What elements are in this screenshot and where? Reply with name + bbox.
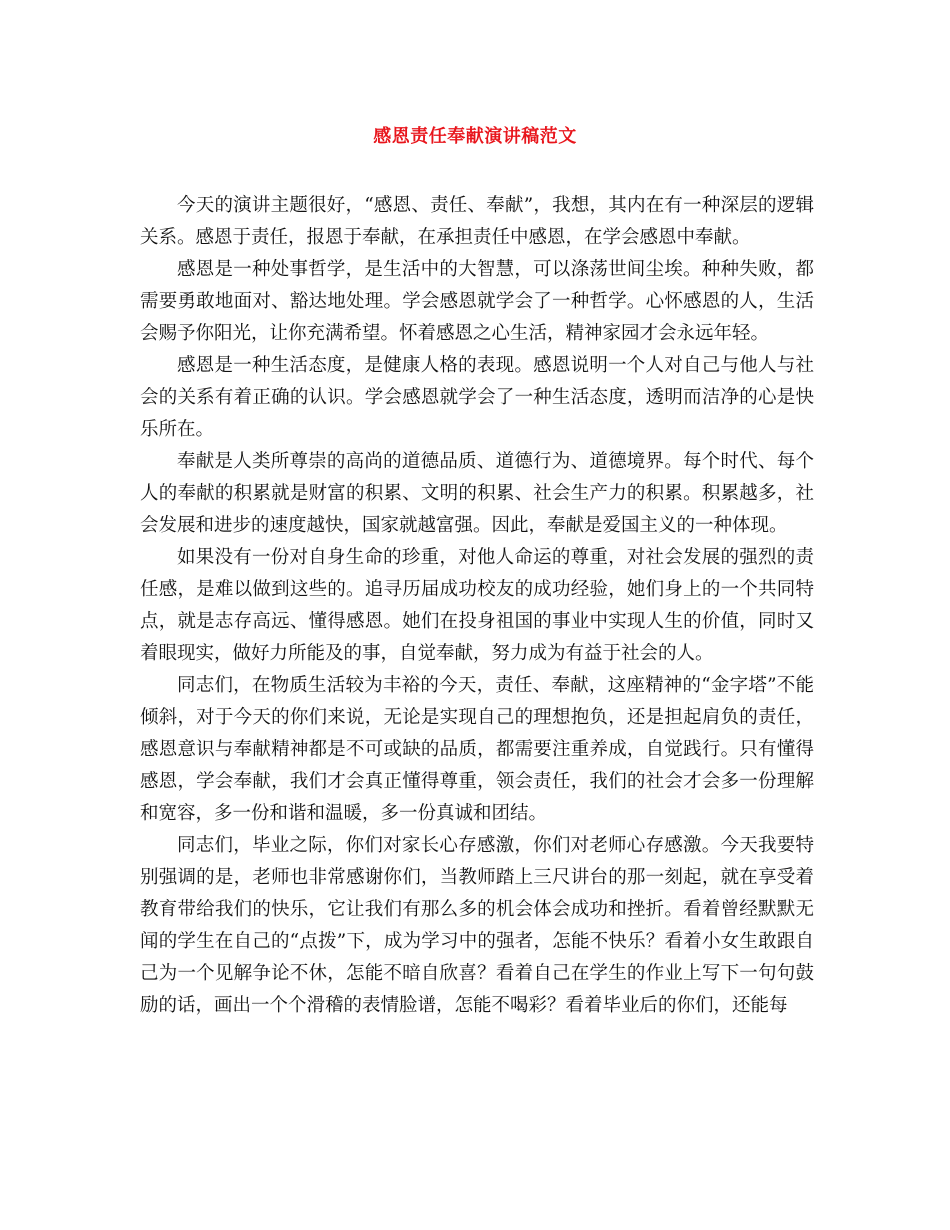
paragraph: 感恩是一种生活态度，是健康人格的表现。感恩说明一个人对自己与他人与社会的关系有着正确的认识。学会感恩就学会了一种生活态度，透明而洁净的心是快乐所在。 [140, 355, 814, 440]
document-body [140, 190, 814, 1022]
paragraph: 今天的演讲主题很好，“感恩、责任、奉献”，我想，其内在有一种深层的逻辑关系。感恩于责任，报恩于奉献，在承担责任中感恩，在学会感恩中奉献。 [140, 195, 814, 248]
paragraph: 感恩是一种处事哲学，是生活中的大智慧，可以涤荡世间尘埃。种种失败，都需要勇敢地面对、豁达地处理。学会感恩就学会了一种哲学。心怀感恩的人，生活会赐予你阳光，让你充满希望。怀着感恩之心生活，精神家园才会永远年轻。 [140, 259, 814, 344]
document-title: 感恩责任奉献演讲稿范文 [373, 126, 577, 147]
paragraph: 奉献是人类所尊崇的高尚的道德品质、道德行为、道德境界。每个时代、每个人的奉献的积累就是财富的积累、文明的积累、社会生产力的积累。积累越多，社会发展和进步的速度越快，国家就越富强。因此，奉献是爱国主义的一种体现。 [140, 451, 814, 536]
paragraph: 同志们，在物质生活较为丰裕的今天，责任、奉献，这座精神的“金字塔”不能倾斜，对于今天的你们来说，无论是实现自己的理想抱负，还是担起肩负的责任，感恩意识与奉献精神都是不可或缺的品质，都需要注重养成，自觉践行。只有懂得感恩，学会奉献，我们才会真正懂得尊重，领会责任，我们的社会才会多一份理解和宽容，多一份和谐和温暖，多一份真诚和团结。 [140, 675, 814, 824]
paragraph: 如果没有一份对自身生命的珍重，对他人命运的尊重，对社会发展的强烈的责任感，是难以做到这些的。追寻历届成功校友的成功经验，她们身上的一个共同特点，就是志存高远、懂得感恩。她们在投身祖国的事业中实现人生的价值，同时又着眼现实，做好力所能及的事，自觉奉献，努力成为有益于社会的人。 [140, 547, 814, 664]
paragraph: 同志们，毕业之际，你们对家长心存感激，你们对老师心存感激。今天我要特别强调的是，老师也非常感谢你们，当教师踏上三尺讲台的那一刻起，就在享受着教育带给我们的快乐，它让我们有那么多的机会体会成功和挫折。看着曾经默默无闻的学生在自己的“点拨”下，成为学习中的强者，怎能不快乐？看着小女生敢跟自己为一个见解争论不休，怎能不暗自欣喜？看着自己在学生的作业上写下一句句鼓励的话，画出一个个滑稽的表情脸谱，怎能不喝彩？看着毕业后的你们，还能每 [140, 835, 814, 1016]
